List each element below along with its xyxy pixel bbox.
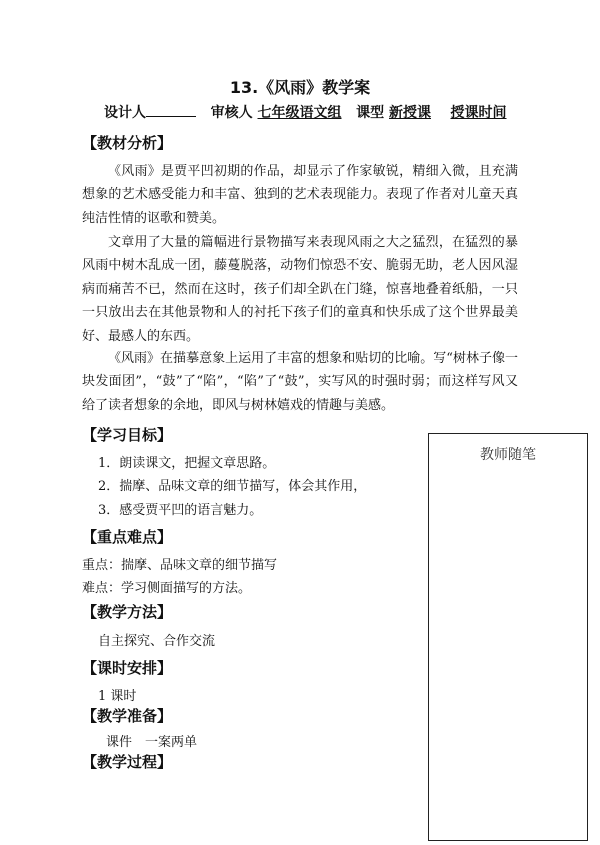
designer-blank: [146, 104, 196, 117]
goal-item-1: 1．朗读课文，把握文章思路。: [98, 456, 276, 471]
analysis-paragraph-2: 文章用了大量的篇幅进行景物描写来表现风雨之大之猛烈，在猛烈的暴风雨中树木乱成一团，藤蔓脱落，动物们惊恐不安、脆弱无助，老人因风湿病而痛苦不已，然而在这时，孩子们却全趴在门缝，惊喜地叠着纸船，一只一只放出去在其他景物和人的衬托下孩子们的童真和快乐成了这个世界最美好、最感人的东西。: [82, 235, 518, 344]
section-analysis: 【教材分析】: [82, 134, 173, 152]
reviewer-value: 七年级语文组: [257, 105, 342, 121]
section-process: 【教学过程】: [82, 753, 173, 771]
key-point: 重点：揣摩、品味文章的细节描写: [82, 558, 278, 573]
preparation-text: 课件 一案两单: [106, 735, 198, 750]
teacher-notes-box: [428, 433, 588, 841]
analysis-paragraph-3: 《风雨》在描摹意象上运用了丰富的想象和贴切的比喻。写“树林子像一块发面团”，“鼓”了“陷”，“陷”了“鼓”，实写风的时强时弱；而这样写风又给了读者想象的余地，即风与树林嬉戏的情趣与美感。: [82, 351, 518, 413]
section-goals: 【学习目标】: [82, 426, 173, 444]
type-label: 课型: [356, 105, 385, 121]
methods-text: 自主探究、合作交流: [98, 634, 216, 649]
section-preparation: 【教学准备】: [82, 707, 173, 725]
meta-line: [104, 102, 507, 122]
teacher-notes-title: 教师随笔: [480, 447, 536, 463]
analysis-paragraph-1: 《风雨》是贾平凹初期的作品，却显示了作家敏锐，精细入微，且充满想象的艺术感受能力和丰富、独到的艺术表现能力。表现了作者对儿童天真纯洁性情的讴歌和赞美。: [82, 164, 518, 226]
goal-item-2: 2．揣摩、品味文章的细节描写，体会其作用，: [98, 479, 367, 494]
section-methods: 【教学方法】: [82, 603, 173, 621]
section-key-points: 【重点难点】: [82, 528, 173, 546]
difficult-point: 难点：学习侧面描写的方法。: [82, 581, 252, 596]
section-schedule: 【课时安排】: [82, 659, 173, 677]
goal-item-3: 3．感受贾平凹的语言魅力。: [98, 503, 263, 518]
type-value: 新授课: [389, 105, 431, 121]
designer-label: 设计人: [104, 105, 146, 121]
reviewer-label: 审核人: [210, 105, 253, 121]
page-title: 13.《风雨》教学案: [229, 78, 371, 97]
schedule-text: 1 课时: [98, 689, 137, 704]
time-label: 授课时间: [450, 105, 507, 121]
